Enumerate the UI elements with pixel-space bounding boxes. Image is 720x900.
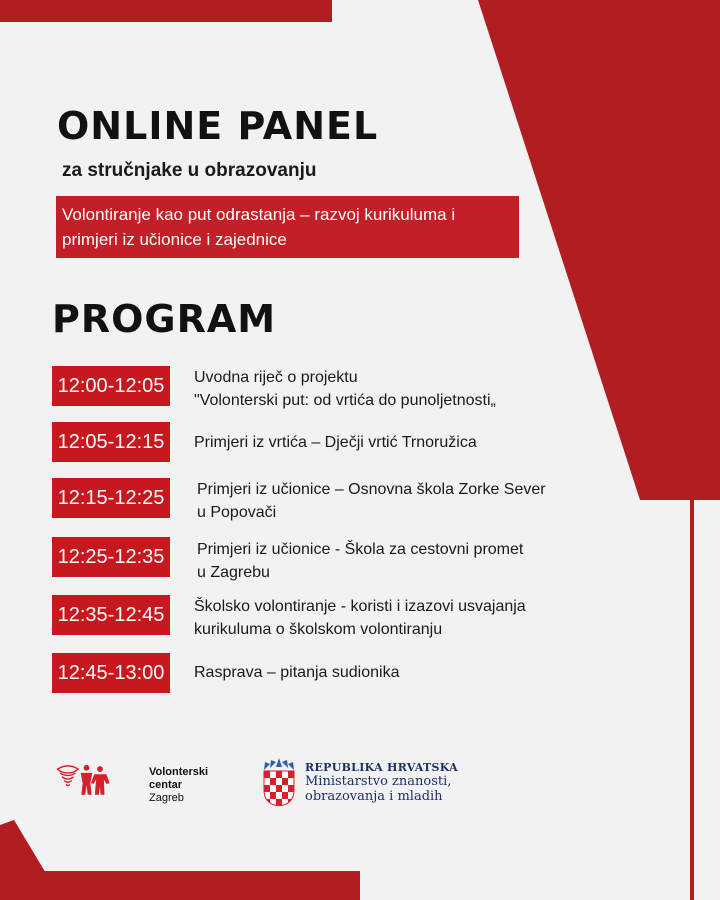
program-description [194, 595, 594, 641]
desc-line-1: Rasprava – pitanja sudionika [194, 664, 400, 681]
program-description [194, 431, 594, 454]
program-title: PROGRAM [52, 297, 277, 341]
desc-line-1: Primjeri iz vrtića – Dječji vrtić Trnoružica [194, 434, 477, 451]
time-badge: 12:15-12:25 [52, 478, 170, 518]
desc-line-1: Primjeri iz učionice – Osnovna škola Zorke Sever [197, 481, 546, 498]
time-badge: 12:05-12:15 [52, 422, 170, 462]
topic-line-1: Volontiranje kao put odrastanja – razvoj kurikuluma i [62, 205, 456, 224]
vcz-line-3: Zagreb [149, 792, 184, 804]
time-badge: 12:00-12:05 [52, 366, 170, 406]
vcz-line-2: centar [149, 779, 183, 791]
program-description [197, 538, 597, 584]
time-badge: 12:45-13:00 [52, 653, 170, 693]
page-subtitle: za stručnjake u obrazovanju [62, 160, 317, 181]
desc-line-1: Uvodna riječ o projektu [194, 369, 358, 386]
program-description [197, 478, 597, 524]
desc-line-1: Primjeri iz učionice - Škola za cestovni promet [197, 541, 524, 558]
top-left-bar [0, 0, 332, 22]
time-badge: 12:25-12:35 [52, 537, 170, 577]
program-description [194, 366, 594, 412]
vcz-line-1: Volonterski [149, 766, 209, 778]
volonterski-centar-text [149, 766, 208, 805]
program-description [194, 661, 594, 684]
ministry-line-1: REPUBLIKA HRVATSKA [305, 761, 458, 774]
desc-line-2: u Zagrebu [197, 564, 270, 581]
ministry-line-3: obrazovanja i mladih [305, 789, 443, 804]
croatian-coat-of-arms-icon [262, 758, 296, 806]
ministry-line-2: Ministarstvo znanosti, [305, 774, 452, 789]
desc-line-2: kurikuluma o školskom volontiranju [194, 621, 443, 638]
ministry-text [305, 761, 458, 804]
bottom-bar [0, 871, 360, 900]
time-badge: 12:35-12:45 [52, 595, 170, 635]
page-title: ONLINE PANEL [57, 104, 379, 148]
volonterski-centar-logo-icon [55, 755, 145, 805]
desc-line-2: u Popovači [197, 504, 277, 521]
topic-banner [56, 196, 519, 258]
desc-line-2: "Volonterski put: od vrtića do punoljetnosti„ [194, 392, 496, 409]
desc-line-1: Školsko volontiranje - koristi i izazovi usvajanja [194, 598, 526, 615]
topic-line-2: primjeri iz učionice i zajednice [62, 230, 287, 249]
